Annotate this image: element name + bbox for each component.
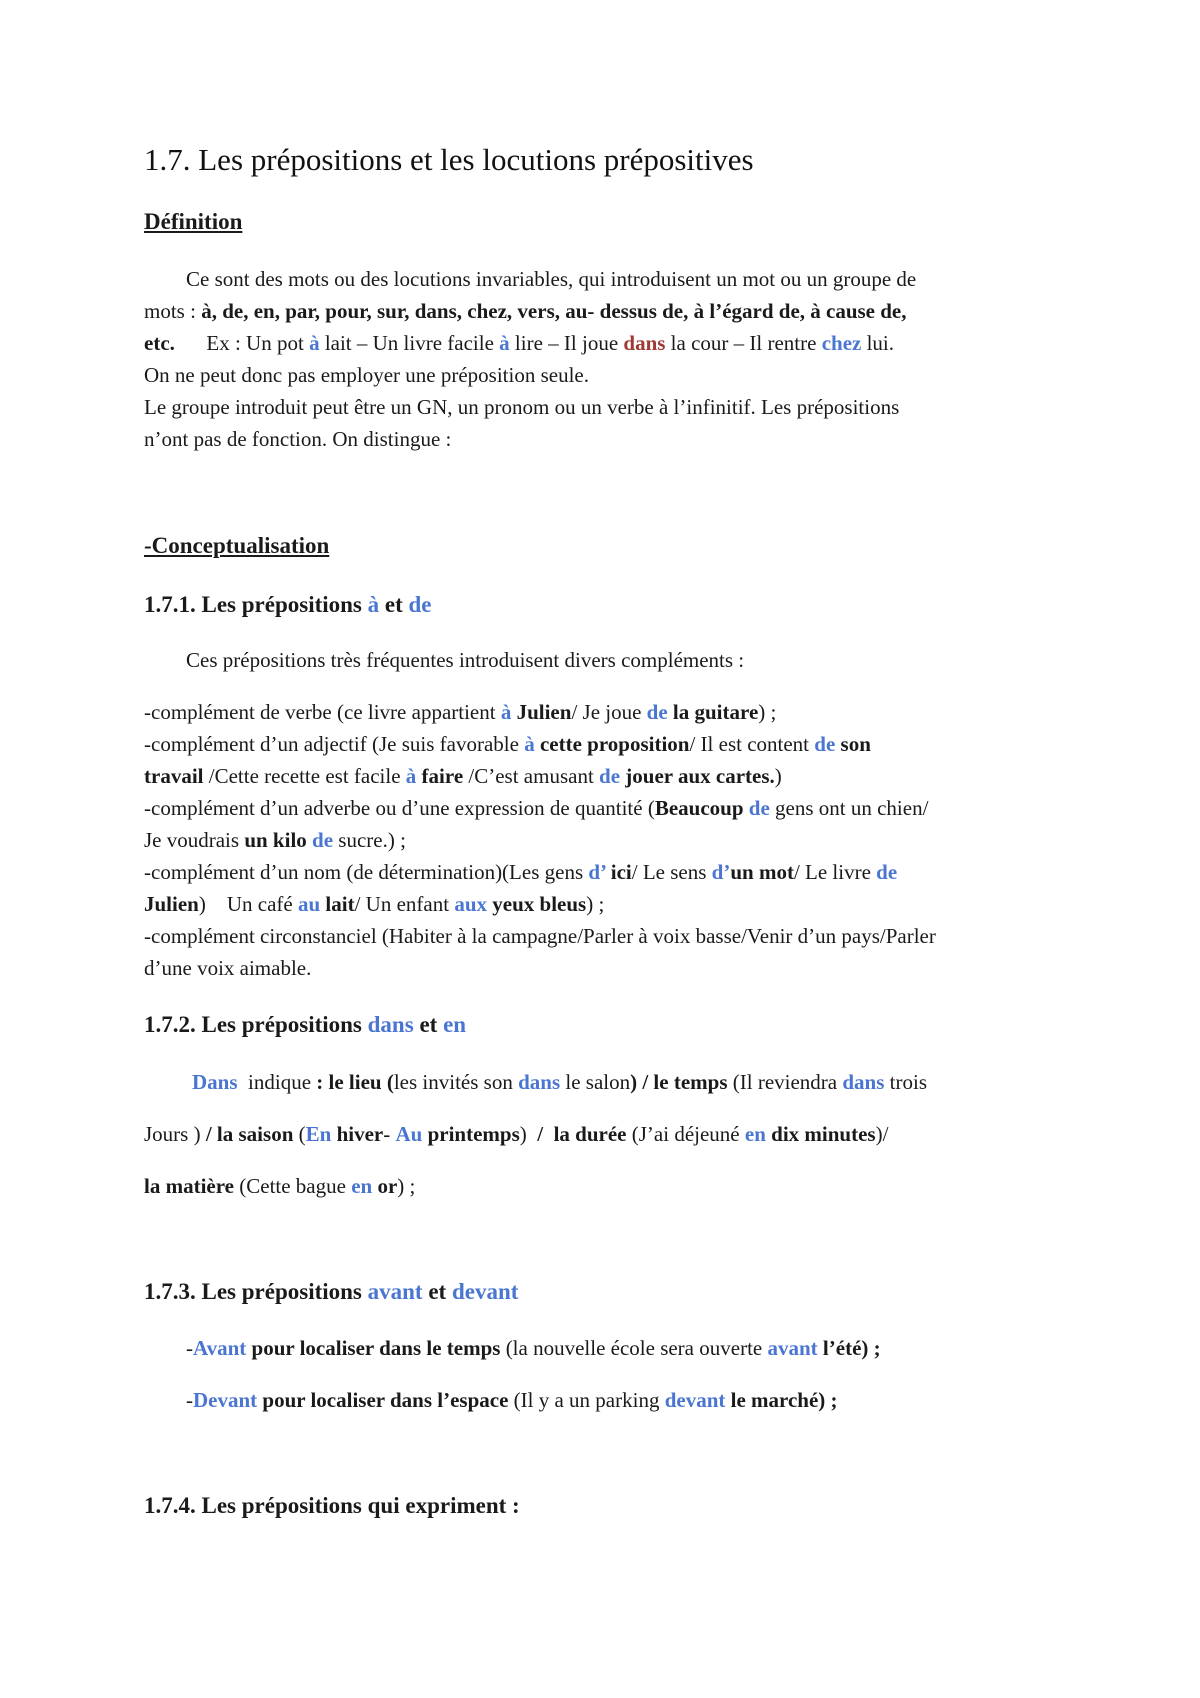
page-title: 1.7. Les prépositions et les locutions prépositives — [144, 142, 754, 177]
s1-line-7: Julien) Un café au lait/ Un enfant aux yeux bleus) ; — [144, 892, 605, 916]
section-1-7-1-heading: 1.7.1. Les prépositions à et de — [144, 592, 432, 617]
definition-line-1: Ce sont des mots ou des locutions invariables, qui introduisent un mot ou un groupe de — [186, 267, 917, 291]
section-1-7-1-intro: Ces prépositions très fréquentes introduisent divers compléments : — [186, 648, 745, 672]
section-1-7-4-heading: 1.7.4. Les prépositions qui expriment : — [144, 1493, 520, 1518]
s3-line-2: -Devant pour localiser dans l’espace (Il y a un parking devant le marché) ; — [186, 1388, 838, 1412]
definition-line-2: mots : à, de, en, par, pour, sur, dans, chez, vers, au- dessus de, à l’égard de, à cause de, — [144, 299, 907, 323]
s1-line-2: -complément d’un adjectif (Je suis favorable à cette proposition/ Il est content de son — [144, 732, 871, 756]
s2-line-3: la matière (Cette bague en or) ; — [144, 1174, 416, 1198]
s1-line-3: travail /Cette recette est facile à faire /C’est amusant de jouer aux cartes.) — [144, 764, 782, 788]
s2-line-2: Jours ) / la saison (En hiver- Au printemps) / la durée (J’ai déjeuné en dix minutes)/ — [144, 1122, 889, 1146]
conceptualisation-heading: -Conceptualisation — [144, 533, 330, 558]
definition-line-4: On ne peut donc pas employer une préposition seule. — [144, 363, 589, 387]
definition-line-3: etc. Ex : Un pot à lait – Un livre facile à lire – Il joue dans la cour – Il rentre chez lui. — [144, 331, 895, 355]
s3-line-1: -Avant pour localiser dans le temps (la nouvelle école sera ouverte avant l’été) ; — [186, 1336, 881, 1360]
s2-line-1: Dans indique : le lieu (les invités son dans le salon) / le temps (Il reviendra dans trois — [192, 1070, 927, 1094]
s1-line-9: d’une voix aimable. — [144, 956, 312, 980]
definition-heading: Définition — [144, 209, 243, 234]
s1-line-5: Je voudrais un kilo de sucre.) ; — [144, 828, 406, 852]
section-1-7-2-heading: 1.7.2. Les prépositions dans et en — [144, 1012, 467, 1037]
section-1-7-3-heading: 1.7.3. Les prépositions avant et devant — [144, 1279, 519, 1304]
definition-line-5: Le groupe introduit peut être un GN, un pronom ou un verbe à l’infinitif. Les prépositions — [144, 395, 900, 419]
s1-line-8: -complément circonstanciel (Habiter à la campagne/Parler à voix basse/Venir d’un pays/Parler — [144, 924, 936, 948]
s1-line-6: -complément d’un nom (de détermination)(Les gens d’ ici/ Le sens d’un mot/ Le livre de — [144, 860, 898, 884]
s1-line-4: -complément d’un adverbe ou d’une expression de quantité (Beaucoup de gens ont un chien/ — [144, 796, 929, 820]
s1-line-1: -complément de verbe (ce livre appartient à Julien/ Je joue de la guitare) ; — [144, 700, 777, 724]
definition-line-6: n’ont pas de fonction. On distingue : — [144, 427, 452, 451]
